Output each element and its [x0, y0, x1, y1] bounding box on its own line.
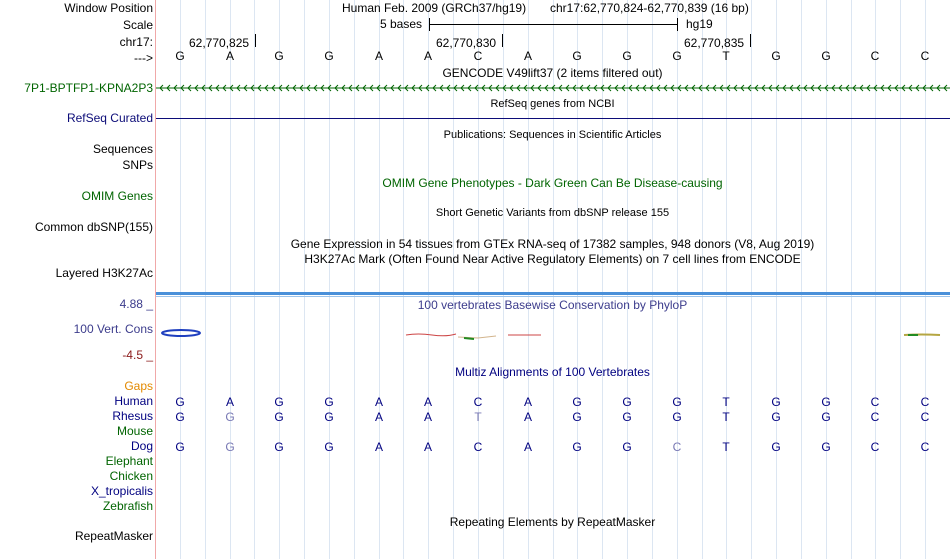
strand-arrow-label[interactable]: ---> [134, 51, 153, 65]
alignment-base: A [225, 395, 234, 409]
alignment-base: T [722, 440, 730, 454]
alignment-base: G [324, 440, 334, 454]
species-label-zebrafish[interactable]: Zebrafish [102, 499, 153, 513]
species-label-mouse[interactable]: Mouse [116, 424, 153, 438]
reference-base: A [523, 49, 532, 63]
h3k27ac-track-title: H3K27Ac Mark (Often Found Near Active Regulatory Elements) on 7 cell lines from ENCODE [304, 252, 801, 266]
alignment-base: C [920, 395, 930, 409]
phylop-track-title: 100 vertebrates Basewise Conservation by PhyloP [417, 298, 688, 312]
gencode-track-title: GENCODE V49lift37 (2 items filtered out) [442, 66, 663, 80]
alignment-base: G [622, 440, 632, 454]
species-label-dog[interactable]: Dog [130, 439, 153, 453]
alignment-base: G [175, 440, 185, 454]
window-position-label: Window Position [64, 1, 153, 15]
reference-base: A [423, 49, 432, 63]
alignment-base: G [572, 440, 582, 454]
reference-base: G [672, 49, 682, 63]
species-label-chicken[interactable]: Chicken [109, 469, 153, 483]
scale-text: 5 bases [380, 17, 423, 31]
alignment-base: C [870, 440, 880, 454]
reference-base: C [870, 49, 880, 63]
chromosome-label: chr17: [119, 35, 153, 49]
alignment-base: T [722, 410, 730, 424]
coord-tick-label: 62,770,830 [436, 36, 497, 50]
alignment-base: C [473, 440, 483, 454]
alignment-base: G [771, 395, 781, 409]
refseq-gene-feature[interactable] [156, 118, 950, 119]
coord-tick-label: 62,770,835 [684, 36, 745, 50]
alignment-base: G [572, 410, 582, 424]
multiz-track-title: Multiz Alignments of 100 Vertebrates [455, 365, 650, 379]
alignment-base: G [572, 395, 582, 409]
alignment-base: A [423, 440, 432, 454]
scale-bar-left-tick [429, 18, 430, 31]
alignment-base: A [523, 440, 532, 454]
alignment-base: G [324, 395, 334, 409]
coord-tick [255, 34, 256, 47]
reference-base: C [473, 49, 483, 63]
alignment-base: G [225, 440, 235, 454]
phylop-max-label: 4.88 _ [119, 297, 153, 311]
coord-tick [750, 34, 751, 47]
sequences-label[interactable]: Sequences [92, 142, 153, 156]
alignment-base: A [423, 410, 432, 424]
alignment-base: G [821, 410, 831, 424]
snps-label[interactable]: SNPs [122, 158, 153, 172]
phylop-min-label: -4.5 _ [122, 348, 153, 362]
coord-tick [502, 34, 503, 47]
alignment-base: G [771, 410, 781, 424]
publications-track-title: Publications: Sequences in Scientific Articles [443, 129, 662, 141]
alignment-base: G [225, 410, 235, 424]
alignment-base: C [920, 410, 930, 424]
alignment-base: A [374, 395, 383, 409]
coord-tick-label: 62,770,825 [189, 36, 250, 50]
repeatmasker-label[interactable]: RepeatMasker [74, 529, 153, 543]
position-text[interactable]: chr17:62,770,824-62,770,839 (16 bp) [550, 1, 749, 15]
alignment-base: G [175, 410, 185, 424]
reference-base: G [572, 49, 582, 63]
repeatmasker-track-title: Repeating Elements by RepeatMasker [449, 515, 656, 529]
gencode-gene-feature[interactable] [156, 82, 950, 94]
alignment-base: G [274, 395, 284, 409]
species-label-human[interactable]: Human [114, 394, 153, 408]
gencode-gene-label[interactable]: 7P1-BPTFP1-KPNA2P3 [24, 81, 153, 95]
reference-base: T [722, 49, 730, 63]
reference-base: G [821, 49, 831, 63]
dbsnp-label[interactable]: Common dbSNP(155) [34, 220, 153, 234]
conservation-track-separator [156, 296, 950, 297]
reference-base: G [622, 49, 632, 63]
alignment-base: T [474, 410, 482, 424]
reference-base: G [175, 49, 185, 63]
alignment-base: C [870, 395, 880, 409]
alignment-base: G [672, 395, 682, 409]
alignment-base: C [473, 395, 483, 409]
phylop-label[interactable]: 100 Vert. Cons [73, 322, 153, 336]
alignment-base: G [622, 410, 632, 424]
db-text: hg19 [686, 17, 713, 31]
reference-base: C [920, 49, 930, 63]
alignment-base: G [821, 440, 831, 454]
alignment-base: G [672, 410, 682, 424]
reference-base: G [324, 49, 334, 63]
alignment-base: G [274, 440, 284, 454]
alignment-base: A [374, 440, 383, 454]
refseq-curated-label[interactable]: RefSeq Curated [66, 111, 153, 125]
species-label-x-tropicalis[interactable]: X_tropicalis [90, 484, 153, 498]
alignment-base: C [672, 440, 682, 454]
reference-base: A [225, 49, 234, 63]
assembly-text[interactable]: Human Feb. 2009 (GRCh37/hg19) [342, 1, 527, 15]
scale-bar [429, 24, 678, 25]
alignment-base: G [274, 410, 284, 424]
scale-bar-right-tick [677, 18, 678, 31]
reference-base: A [374, 49, 383, 63]
alignment-base: G [771, 440, 781, 454]
alignment-base: G [175, 395, 185, 409]
omim-genes-label[interactable]: OMIM Genes [81, 189, 153, 203]
reference-base: G [274, 49, 284, 63]
phylop-wiggle[interactable] [156, 324, 950, 344]
gtex-track-title: Gene Expression in 54 tissues from GTEx RNA-seq of 17382 samples, 948 donors (V8, Aug 2019) [290, 237, 815, 251]
alignment-base: G [324, 410, 334, 424]
alignment-base: C [920, 440, 930, 454]
alignment-base: A [523, 410, 532, 424]
species-label-gaps[interactable]: Gaps [124, 379, 153, 393]
h3k27ac-label[interactable]: Layered H3K27Ac [55, 266, 153, 280]
alignment-base: A [374, 410, 383, 424]
scale-label: Scale [122, 18, 153, 32]
alignment-base: A [423, 395, 432, 409]
species-label-elephant[interactable]: Elephant [105, 454, 153, 468]
species-label-rhesus[interactable]: Rhesus [112, 409, 153, 423]
refseq-track-title: RefSeq genes from NCBI [490, 98, 615, 110]
alignment-base: C [870, 410, 880, 424]
omim-track-title: OMIM Gene Phenotypes - Dark Green Can Be Disease-causing [382, 176, 723, 190]
conservation-track-separator [156, 292, 950, 295]
alignment-base: A [523, 395, 532, 409]
reference-base: G [771, 49, 781, 63]
alignment-base: G [821, 395, 831, 409]
alignment-base: T [722, 395, 730, 409]
dbsnp-track-title: Short Genetic Variants from dbSNP release 155 [435, 207, 670, 219]
alignment-base: G [622, 395, 632, 409]
